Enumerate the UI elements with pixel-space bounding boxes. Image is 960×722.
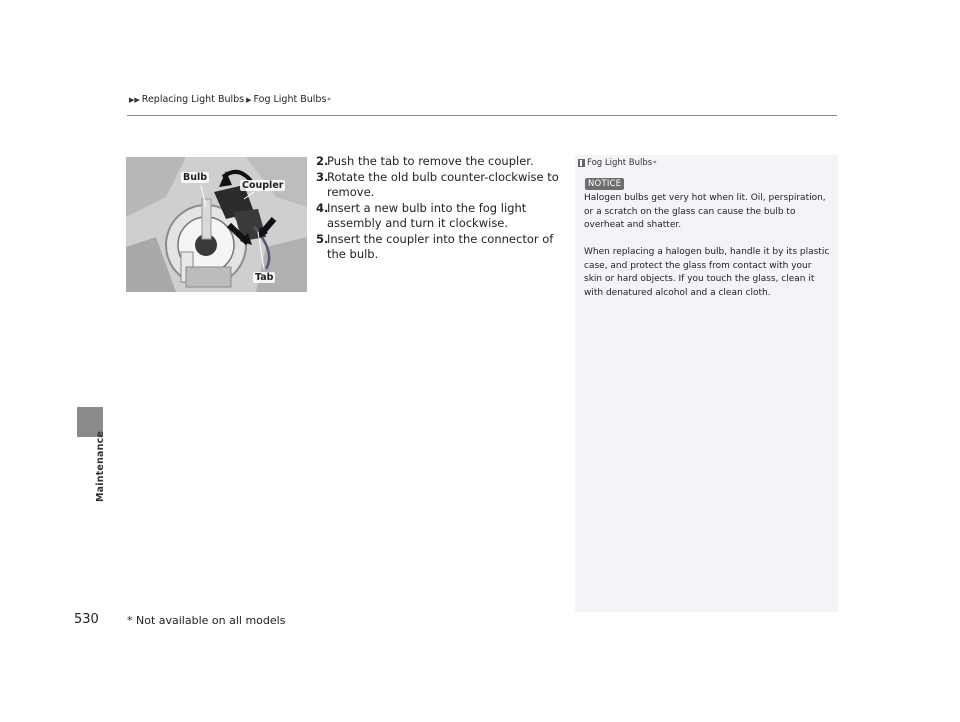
step-text: Insert a new bulb into the fog light assembly and turn it clockwise. — [327, 200, 527, 230]
note-title-asterisk: * — [653, 159, 657, 167]
breadcrumb-arrow-icon: ▶▶ — [129, 95, 140, 104]
step-text: Insert the coupler into the connector of the bulb. — [327, 231, 554, 261]
note-marker-icon — [578, 159, 585, 167]
step-number: 4. — [316, 200, 329, 215]
step-number: 5. — [316, 231, 329, 246]
step-number: 3. — [316, 169, 329, 184]
header-divider — [127, 115, 837, 116]
step-item — [316, 170, 566, 201]
step-item — [316, 232, 566, 263]
section-label — [84, 430, 106, 510]
note-paragraph: When replacing a halogen bulb, handle it by its plastic case, and protect the glass from contact with your skin or hard objects. If you touch the glass, clean it with denatured alcohol and a clean cloth. — [584, 247, 830, 298]
breadcrumb-asterisk: * — [327, 95, 331, 104]
step-item — [316, 154, 566, 170]
figure-label-tab: Tab — [255, 272, 274, 283]
step-text: Push the tab to remove the coupler. — [327, 154, 534, 168]
breadcrumb-arrow-icon: ▶ — [246, 95, 252, 104]
breadcrumb — [127, 94, 331, 105]
breadcrumb-item-fog-light-bulbs[interactable]: Fog Light Bulbs — [253, 94, 327, 105]
fog-light-illustration — [126, 157, 307, 292]
note-body — [584, 192, 832, 314]
note-paragraph: Halogen bulbs get very hot when lit. Oil, perspiration, or a scratch on the glass can cause the bulb to overheat and shatter. — [584, 193, 826, 230]
notice-badge: NOTICE — [585, 178, 624, 190]
figure-label-bulb: Bulb — [183, 172, 208, 183]
page-number: 530 — [74, 612, 99, 627]
instruction-steps — [316, 154, 566, 263]
footnote: * Not available on all models — [127, 614, 286, 627]
note-title — [578, 158, 656, 168]
section-label-text: Maintenance — [95, 430, 106, 502]
note-title-text: Fog Light Bulbs — [587, 158, 653, 168]
step-number: 2. — [316, 154, 329, 168]
step-item — [316, 201, 566, 232]
step-text: Rotate the old bulb counter-clockwise to remove. — [327, 169, 559, 199]
fog-light-photo — [126, 157, 307, 292]
figure-label-coupler: Coupler — [242, 180, 284, 191]
breadcrumb-item-replacing-light-bulbs[interactable]: Replacing Light Bulbs — [141, 94, 245, 105]
